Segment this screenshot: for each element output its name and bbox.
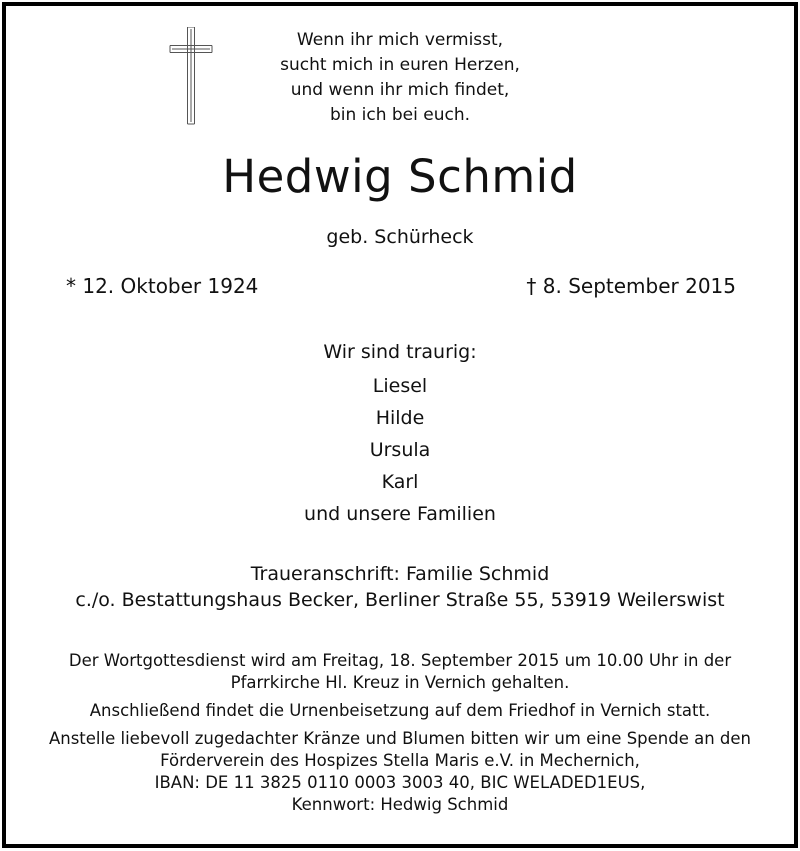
poem-line: Wenn ihr mich vermisst, [296, 30, 504, 50]
donation-text: Anstelle liebevoll zugedachter Kränze und Blumen bitten wir um eine Spende an den [48, 729, 752, 748]
mourner-name: Liesel [372, 375, 428, 397]
burial-text: Anschließend findet die Urnenbeisetzung auf dem Friedhof in Vernich statt. [89, 701, 711, 720]
bank-details: IBAN: DE 11 3825 0110 0003 3003 40, BIC WELADED1EUS, [154, 773, 646, 792]
deceased-name: Hedwig Schmid [222, 150, 578, 203]
birth-date: * 12. Oktober 1924 [66, 274, 259, 298]
poem [200, 28, 600, 128]
mourner-name: und unsere Familien [304, 503, 496, 525]
mourning-address [0, 561, 800, 613]
address-line: c./o. Bestattungshaus Becker, Berliner Straße 55, 53919 Weilerswist [75, 589, 725, 611]
poem-line: sucht mich in euren Herzen, [280, 55, 520, 75]
donation-keyword: Kennwort: Hedwig Schmid [291, 795, 509, 814]
address-line: Traueranschrift: Familie Schmid [250, 563, 550, 585]
poem-line: und wenn ihr mich findet, [290, 80, 510, 100]
poem-line: bin ich bei euch. [329, 105, 471, 125]
service-text: Der Wortgottesdienst wird am Freitag, 18. September 2015 um 10.00 Uhr in der [68, 651, 732, 670]
mourner-name: Hilde [375, 407, 425, 429]
service-notice [0, 650, 800, 816]
mourners-heading: Wir sind traurig: [323, 341, 477, 363]
death-date: † 8. September 2015 [526, 274, 736, 298]
service-text: Pfarrkirche Hl. Kreuz in Vernich gehalten. [230, 673, 570, 692]
mourner-name: Karl [381, 471, 419, 493]
mourner-name: Ursula [369, 439, 431, 461]
donation-text: Förderverein des Hospizes Stella Maris e.V. in Mechernich, [160, 751, 640, 770]
maiden-name: geb. Schürheck [326, 226, 474, 248]
mourners-list [0, 370, 800, 530]
